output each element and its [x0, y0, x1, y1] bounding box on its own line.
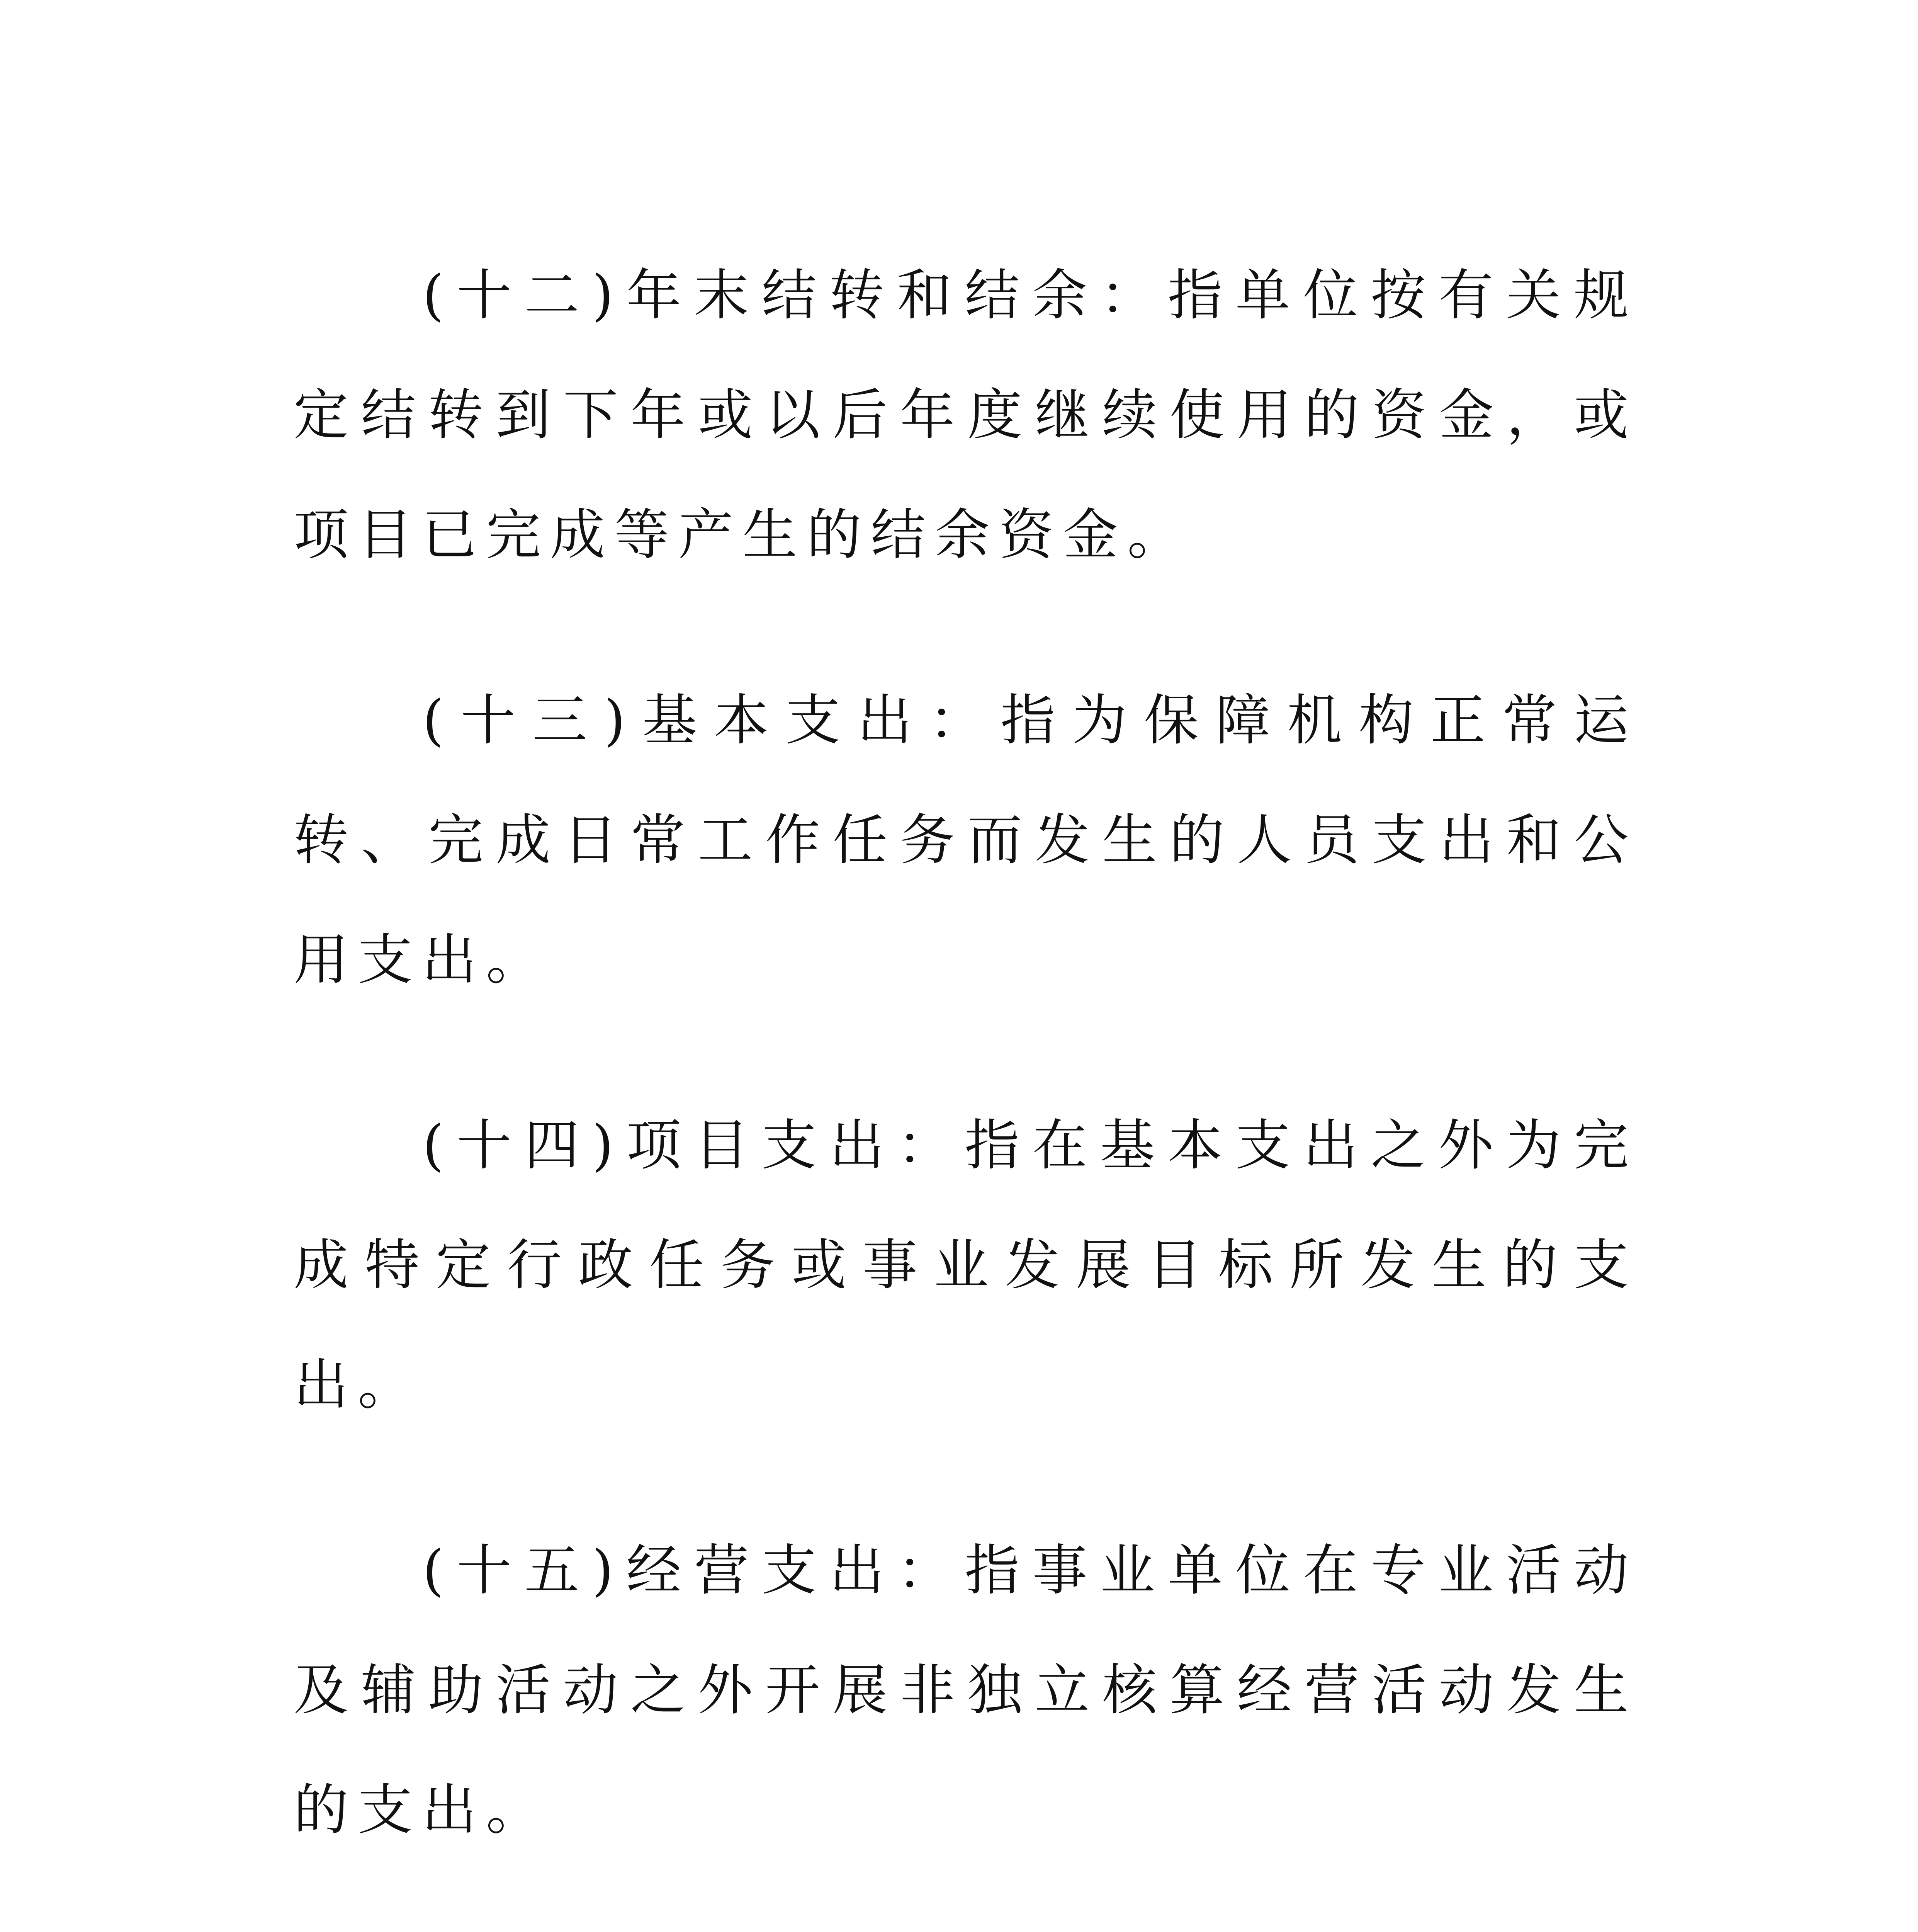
paragraph-14-project-expenditure: (十四)项目支出：指在基本支出之外为完成特定行政任务或事业发展目标所发生的支出。	[294, 1114, 1638, 1417]
paragraph-12-year-end-balance: (十二)年末结转和结余：指单位按有关规定结转到下年或以后年度继续使用的资金，或项目已完成等产生的结余资金。	[294, 264, 1638, 567]
paragraph-13-basic-expenditure: (十三)基本支出：指为保障机构正常运转、完成日常工作任务而发生的人员支出和公用支出。	[294, 689, 1638, 992]
document-body	[294, 236, 1638, 1932]
paragraph-15-operating-expenditure: (十五)经营支出：指事业单位在专业活动及辅助活动之外开展非独立核算经营活动发生的支出。	[294, 1539, 1638, 1842]
